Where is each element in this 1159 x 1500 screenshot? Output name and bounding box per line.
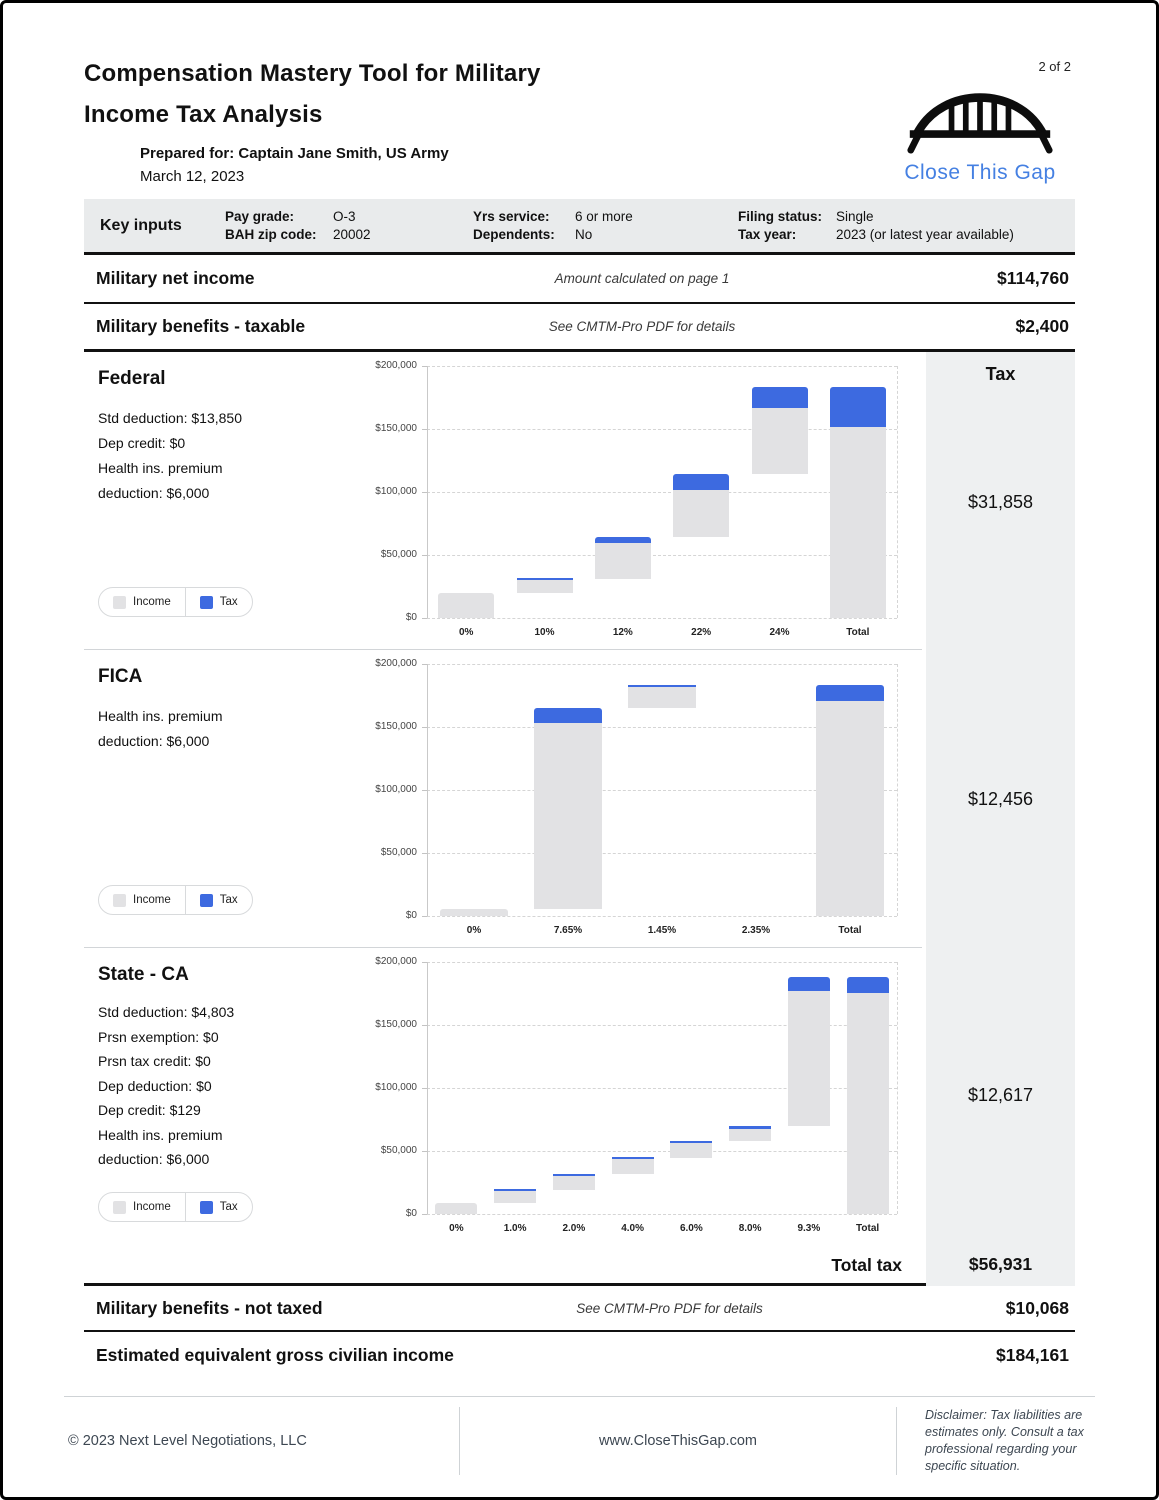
state-detail-dep-deduction: Dep deduction: $0	[98, 1077, 212, 1094]
fica-tax-value: $12,456	[967, 789, 1034, 809]
net-income-amount: $114,760	[996, 268, 1069, 288]
gridline	[427, 664, 897, 665]
total-tax-value: $56,931	[968, 1254, 1033, 1274]
income-bar-Federal-22%	[673, 490, 729, 537]
fica-chart-legend	[98, 885, 253, 915]
bah-zip-value: 20002	[333, 227, 371, 242]
y-axis-label: $50,000	[380, 549, 417, 560]
tax-bar-State - CA-Total	[847, 977, 889, 993]
x-axis-label: Total	[838, 925, 862, 936]
total-tax-row	[84, 1246, 922, 1285]
tax-bar-FICA-Total	[816, 685, 884, 701]
key-inputs-col-1	[225, 209, 473, 242]
state-section	[84, 948, 922, 1246]
fica-left-panel	[84, 650, 342, 947]
fica-tax-chart	[342, 650, 922, 948]
tax-swatch-icon	[200, 1201, 213, 1214]
tax-analysis-area	[84, 352, 1075, 1286]
gridline	[427, 1151, 897, 1152]
x-axis-label: 2.0%	[562, 1223, 586, 1234]
income-bar-State - CA-4.0%	[612, 1159, 654, 1174]
key-inputs-label: Key inputs	[100, 216, 182, 234]
income-bar-State - CA-0%	[435, 1203, 477, 1214]
tax-bar-State - CA-9.3%	[788, 977, 830, 991]
state-title: State - CA	[98, 964, 189, 985]
fica-title: FICA	[98, 666, 143, 687]
pay-grade-value: O-3	[333, 209, 356, 224]
logo-block	[885, 53, 1075, 185]
y-tick	[422, 916, 427, 917]
state-detail-dep-credit: Dep credit: $129	[98, 1102, 201, 1118]
state-tax-value: $12,617	[967, 1085, 1034, 1105]
state-detail-std-deduction: Std deduction: $4,803	[98, 1004, 235, 1020]
logo-text: Close This Gap	[904, 161, 1056, 184]
header	[84, 53, 1075, 185]
legend-tax-item	[186, 596, 252, 609]
y-axis-line	[427, 366, 428, 618]
benefits-taxable-amount: $2,400	[1015, 316, 1069, 336]
benefits-not-taxed-row	[84, 1286, 1075, 1332]
income-bar-State - CA-1.0%	[494, 1191, 536, 1202]
footer	[64, 1396, 1095, 1475]
y-axis-label: $200,000	[375, 360, 417, 371]
tax-bar-Federal-Total	[830, 387, 886, 427]
y-axis-label: $150,000	[375, 721, 417, 732]
report-date: March 12, 2023	[140, 168, 245, 185]
equivalent-income-title: Estimated equivalent gross civilian income	[96, 1344, 454, 1365]
x-axis-label: 8.0%	[738, 1223, 762, 1234]
legend-tax-item	[186, 1201, 252, 1214]
pay-grade-label: Pay grade:	[225, 209, 295, 224]
gridline	[427, 916, 897, 917]
income-bar-FICA-1.45%	[628, 687, 696, 709]
tax-bar-Federal-10%	[517, 578, 573, 580]
summary-rows	[84, 252, 1075, 352]
x-axis-label: 0%	[449, 1223, 464, 1234]
benefits-taxable-row	[84, 302, 1075, 349]
tax-bar-Federal-24%	[752, 387, 808, 408]
y-axis-label: $100,000	[375, 784, 417, 795]
x-axis-label: 24%	[769, 627, 790, 638]
gridline	[427, 429, 897, 430]
x-axis-label: 12%	[612, 627, 633, 638]
bridge-logo-icon	[904, 80, 1056, 159]
income-bar-State - CA-6.0%	[670, 1143, 712, 1158]
y-tick	[422, 1214, 427, 1215]
footer-copyright: © 2023 Next Level Negotiations, LLC	[68, 1433, 307, 1449]
filing-status-label: Filing status:	[738, 209, 822, 224]
income-bar-Federal-12%	[595, 543, 651, 579]
state-detail-prsn-tax-credit: Prsn tax credit: $0	[98, 1053, 211, 1069]
y-axis-line	[427, 664, 428, 916]
tax-swatch-icon	[200, 596, 213, 609]
income-bar-State - CA-8.0%	[729, 1129, 771, 1142]
legend-income-item	[99, 596, 185, 609]
tax-bar-Federal-12%	[595, 537, 651, 542]
tax-bar-State - CA-8.0%	[729, 1126, 771, 1128]
income-bar-State - CA-Total	[847, 993, 889, 1214]
footer-disclaimer: Disclaimer: Tax liabilities are estimates only. Consult a tax professional regarding your specific situation.	[925, 1408, 1084, 1473]
page-title-line2: Income Tax Analysis	[84, 101, 323, 128]
key-inputs-col-3	[738, 209, 1048, 242]
federal-left-panel	[84, 352, 342, 649]
benefits-taxable-note: See CMTM-Pro PDF for details	[548, 319, 736, 334]
y-axis-label: $50,000	[380, 847, 417, 858]
legend-income-label: Income	[133, 596, 171, 608]
legend-tax-label: Tax	[219, 894, 238, 906]
y-axis-label: $100,000	[375, 486, 417, 497]
footer-website: www.CloseThisGap.com	[459, 1407, 897, 1475]
x-axis-label: 1.45%	[647, 925, 677, 936]
fica-section	[84, 650, 922, 948]
income-bar-Federal-0%	[438, 593, 494, 618]
gridline	[427, 962, 897, 963]
x-axis-label: 6.0%	[679, 1223, 703, 1234]
x-axis-label: 0%	[466, 925, 482, 936]
income-swatch-icon	[113, 894, 126, 907]
y-axis-label: $0	[405, 1208, 417, 1219]
fica-details	[98, 704, 273, 754]
tax-bar-State - CA-4.0%	[612, 1157, 654, 1159]
legend-income-item	[99, 894, 185, 907]
federal-detail-health-deduction: Health ins. premium deduction: $6,000	[98, 460, 223, 501]
key-inputs-col-2	[473, 209, 738, 242]
page-title-line1: Compensation Mastery Tool for Military	[84, 60, 541, 87]
benefits-taxable-title: Military benefits - taxable	[96, 316, 306, 336]
bah-zip-label: BAH zip code:	[225, 227, 317, 242]
tax-year-label: Tax year:	[738, 227, 797, 242]
income-bar-State - CA-9.3%	[788, 991, 830, 1127]
gridline	[427, 618, 897, 619]
federal-details	[98, 406, 273, 506]
filing-status-value: Single	[836, 209, 874, 224]
y-axis-label: $50,000	[380, 1145, 417, 1156]
gridline	[427, 366, 897, 367]
x-axis-label: Total	[846, 627, 870, 638]
tax-bar-FICA-1.45%	[628, 685, 696, 687]
state-left-panel	[84, 948, 342, 1246]
state-detail-health-deduction: Health ins. premium deduction: $6,000	[98, 1126, 223, 1167]
yrs-service-value: 6 or more	[575, 209, 633, 224]
prepared-for: Prepared for: Captain Jane Smith, US Army	[140, 145, 449, 162]
tax-bar-State - CA-1.0%	[494, 1189, 536, 1191]
federal-detail-std-deduction: Std deduction: $13,850	[98, 410, 243, 426]
federal-section	[84, 352, 922, 650]
legend-tax-item	[186, 894, 252, 907]
income-swatch-icon	[113, 596, 126, 609]
tax-bar-State - CA-6.0%	[670, 1141, 712, 1143]
income-bar-State - CA-2.0%	[553, 1176, 595, 1190]
x-axis-label: 1.0%	[503, 1223, 527, 1234]
x-axis-label: 4.0%	[621, 1223, 645, 1234]
income-bar-Federal-Total	[830, 427, 886, 618]
income-bar-Federal-10%	[517, 580, 573, 593]
legend-tax-label: Tax	[219, 1201, 238, 1213]
legend-tax-label: Tax	[219, 596, 238, 608]
fica-detail-health-deduction: Health ins. premium deduction: $6,000	[98, 708, 223, 749]
y-axis-label: $100,000	[375, 1082, 417, 1093]
income-bar-FICA-7.65%	[534, 723, 602, 909]
state-details	[98, 1000, 273, 1172]
x-axis-label: 22%	[691, 627, 712, 638]
state-tax-chart	[342, 948, 922, 1246]
state-chart-legend	[98, 1192, 253, 1222]
y-axis-label: $200,000	[375, 956, 417, 967]
total-tax-label: Total tax	[831, 1255, 902, 1275]
y-tick	[422, 618, 427, 619]
page-number: 2 of 2	[1038, 59, 1071, 74]
y-axis-line	[427, 962, 428, 1214]
income-swatch-icon	[113, 1201, 126, 1214]
key-inputs-bar	[84, 199, 1075, 252]
dependents-value: No	[575, 227, 593, 242]
tax-year-value: 2023 (or latest year available)	[836, 227, 1014, 242]
federal-chart-legend	[98, 587, 253, 617]
federal-title: Federal	[98, 368, 166, 389]
y-axis-label: $200,000	[375, 658, 417, 669]
tax-bar-Federal-22%	[673, 474, 729, 490]
dependents-label: Dependents:	[473, 227, 555, 242]
x-axis-label: 0%	[458, 627, 474, 638]
tax-bar-State - CA-2.0%	[553, 1174, 595, 1176]
y-axis-label: $150,000	[375, 423, 417, 434]
plot-right-edge	[897, 366, 898, 618]
legend-income-item	[99, 1201, 185, 1214]
x-axis-label: 10%	[534, 627, 555, 638]
income-bar-FICA-0%	[440, 909, 508, 916]
y-axis-label: $0	[405, 910, 417, 921]
equivalent-income-row	[84, 1332, 1075, 1378]
net-income-row	[84, 255, 1075, 302]
income-bar-FICA-Total	[816, 701, 884, 916]
federal-tax-value: $31,858	[967, 492, 1034, 512]
yrs-service-label: Yrs service:	[473, 209, 550, 224]
gridline	[427, 1214, 897, 1215]
x-axis-label: 9.3%	[797, 1223, 821, 1234]
income-bar-Federal-24%	[752, 408, 808, 473]
gridline	[427, 492, 897, 493]
x-axis-label: 2.35%	[741, 925, 771, 936]
tax-swatch-icon	[200, 894, 213, 907]
legend-income-label: Income	[133, 894, 171, 906]
state-detail-prsn-exemption: Prsn exemption: $0	[98, 1028, 219, 1045]
tax-bar-FICA-7.65%	[534, 708, 602, 723]
benefits-not-taxed-amount: $10,068	[1005, 1297, 1069, 1318]
benefits-not-taxed-title: Military benefits - not taxed	[96, 1297, 323, 1318]
y-axis-label: $150,000	[375, 1019, 417, 1030]
federal-detail-dep-credit: Dep credit: $0	[98, 435, 186, 451]
x-axis-label: 7.65%	[553, 925, 583, 936]
equivalent-income-amount: $184,161	[996, 1344, 1069, 1365]
gridline	[427, 555, 897, 556]
tax-column	[926, 352, 1075, 1286]
legend-income-label: Income	[133, 1201, 171, 1213]
y-axis-label: $0	[405, 612, 417, 623]
federal-tax-chart	[342, 352, 922, 650]
benefits-not-taxed-note: See CMTM-Pro PDF for details	[576, 1300, 763, 1316]
plot-right-edge	[897, 664, 898, 916]
plot-right-edge	[897, 962, 898, 1214]
net-income-note: Amount calculated on page 1	[554, 271, 730, 286]
tax-column-header: Tax	[985, 364, 1016, 384]
net-income-title: Military net income	[96, 268, 255, 288]
x-axis-label: Total	[856, 1223, 880, 1234]
